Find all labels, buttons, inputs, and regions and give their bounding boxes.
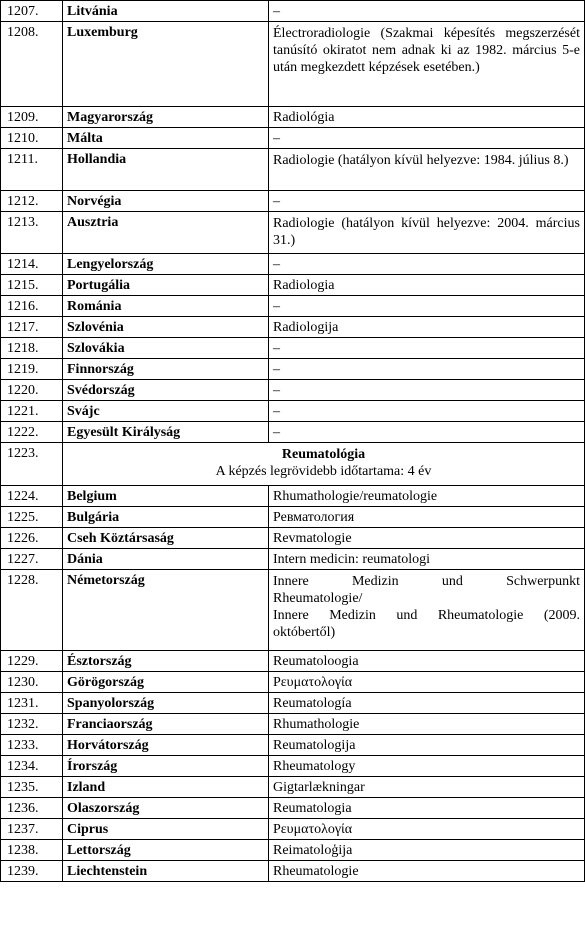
table-row — [1, 191, 585, 212]
specialty-title: – — [269, 254, 585, 275]
table-row — [1, 296, 585, 317]
row-number: 1229. — [1, 651, 63, 672]
row-number: 1239. — [1, 861, 63, 882]
row-number: 1213. — [1, 212, 63, 254]
row-number: 1217. — [1, 317, 63, 338]
specialty-title: Électroradiologie (Szakmai képesítés megszerzését tanúsító okiratot nem adnak ki az 1982. március 5-e után megkezdett képzések esetében.) — [269, 22, 585, 107]
row-number: 1228. — [1, 570, 63, 651]
row-number: 1216. — [1, 296, 63, 317]
country-name: Ausztria — [63, 212, 269, 254]
specialty-title: – — [269, 401, 585, 422]
table-row — [1, 359, 585, 380]
specialty-title: Revmatologie — [269, 528, 585, 549]
table-row — [1, 507, 585, 528]
section-header — [63, 443, 585, 486]
table-row — [1, 672, 585, 693]
row-number: 1236. — [1, 798, 63, 819]
table-row — [1, 528, 585, 549]
table-row — [1, 254, 585, 275]
row-number: 1218. — [1, 338, 63, 359]
row-number: 1225. — [1, 507, 63, 528]
country-name: Bulgária — [63, 507, 269, 528]
row-number: 1209. — [1, 107, 63, 128]
country-name: Ciprus — [63, 819, 269, 840]
row-number: 1237. — [1, 819, 63, 840]
row-number: 1221. — [1, 401, 63, 422]
specialty-title: Reumatologia — [269, 798, 585, 819]
table-row — [1, 798, 585, 819]
country-name: Írország — [63, 756, 269, 777]
section-subtitle: A képzés legrövidebb időtartama: 4 év — [215, 464, 432, 479]
country-name: Magyarország — [63, 107, 269, 128]
row-number: 1222. — [1, 422, 63, 443]
row-number: 1215. — [1, 275, 63, 296]
specialty-title: Ρευματολογία — [269, 672, 585, 693]
specialty-title: Radiológia — [269, 107, 585, 128]
row-number: 1223. — [1, 443, 63, 486]
specialty-title: Radiologie (hatályon kívül helyezve: 2004. március 31.) — [269, 212, 585, 254]
table-row — [1, 128, 585, 149]
specialty-title-line: Innere Medizin und Schwerpunkt — [273, 574, 580, 589]
table-row — [1, 756, 585, 777]
country-name: Norvégia — [63, 191, 269, 212]
table-row — [1, 549, 585, 570]
country-name: Belgium — [63, 486, 269, 507]
country-name: Spanyolország — [63, 693, 269, 714]
country-name: Svájc — [63, 401, 269, 422]
row-number: 1238. — [1, 840, 63, 861]
specialty-title: Rheumatology — [269, 756, 585, 777]
country-name: Horvátország — [63, 735, 269, 756]
row-number: 1212. — [1, 191, 63, 212]
row-number: 1224. — [1, 486, 63, 507]
country-name: Lengyelország — [63, 254, 269, 275]
table-row — [1, 819, 585, 840]
country-name: Románia — [63, 296, 269, 317]
table-row — [1, 861, 585, 882]
table-row — [1, 338, 585, 359]
country-name: Litvánia — [63, 1, 269, 22]
country-name: Liechtenstein — [63, 861, 269, 882]
country-name: Lettország — [63, 840, 269, 861]
country-name: Málta — [63, 128, 269, 149]
row-number: 1210. — [1, 128, 63, 149]
specialty-title: – — [269, 338, 585, 359]
country-name: Luxemburg — [63, 22, 269, 107]
table-row — [1, 840, 585, 861]
table-row — [1, 486, 585, 507]
row-number: 1226. — [1, 528, 63, 549]
country-name: Svédország — [63, 380, 269, 401]
row-number: 1235. — [1, 777, 63, 798]
row-number: 1219. — [1, 359, 63, 380]
country-name: Franciaország — [63, 714, 269, 735]
country-name: Egyesült Királyság — [63, 422, 269, 443]
table-row — [1, 651, 585, 672]
table-body — [1, 1, 585, 882]
specialty-title: Ρευματολογία — [269, 819, 585, 840]
row-number: 1207. — [1, 1, 63, 22]
country-name: Finnország — [63, 359, 269, 380]
table-row — [1, 149, 585, 191]
table-row — [1, 570, 585, 651]
table-row — [1, 1, 585, 22]
table-row — [1, 275, 585, 296]
country-name: Szlovákia — [63, 338, 269, 359]
row-number: 1211. — [1, 149, 63, 191]
row-number: 1233. — [1, 735, 63, 756]
row-number: 1231. — [1, 693, 63, 714]
country-name: Németország — [63, 570, 269, 651]
table-row — [1, 380, 585, 401]
specialty-title: Rheumatologie — [269, 861, 585, 882]
specialty-title: – — [269, 1, 585, 22]
specialty-title: – — [269, 422, 585, 443]
specialty-title: Radiologie (hatályon kívül helyezve: 1984. július 8.) — [269, 149, 585, 191]
section-title: Reumatológia — [281, 447, 366, 462]
country-name: Portugália — [63, 275, 269, 296]
country-name: Cseh Köztársaság — [63, 528, 269, 549]
specialty-title-line: Rheumatologie/ — [273, 591, 363, 606]
specialty-title: Rhumathologie/reumatologie — [269, 486, 585, 507]
specialty-title: Gigtarlækningar — [269, 777, 585, 798]
specialty-title: – — [269, 380, 585, 401]
table-row — [1, 714, 585, 735]
specialty-title: Reumatologija — [269, 735, 585, 756]
specialty-title-line: Innere Medizin und Rheumatologie (2009. — [273, 608, 580, 623]
specialty-title: – — [269, 191, 585, 212]
country-name: Görögország — [63, 672, 269, 693]
country-name: Hollandia — [63, 149, 269, 191]
row-number: 1230. — [1, 672, 63, 693]
specialty-title: – — [269, 359, 585, 380]
row-number: 1208. — [1, 22, 63, 107]
specialty-title-line: októbertől) — [273, 625, 336, 640]
table-row — [1, 693, 585, 714]
row-number: 1232. — [1, 714, 63, 735]
row-number: 1214. — [1, 254, 63, 275]
table-row — [1, 22, 585, 107]
specialty-title: – — [269, 296, 585, 317]
table-row — [1, 735, 585, 756]
row-number: 1220. — [1, 380, 63, 401]
table-row — [1, 212, 585, 254]
country-name: Olaszország — [63, 798, 269, 819]
table-row — [1, 777, 585, 798]
country-name: Dánia — [63, 549, 269, 570]
table-row — [1, 422, 585, 443]
section-header-row — [1, 443, 585, 486]
row-number: 1227. — [1, 549, 63, 570]
table-row — [1, 107, 585, 128]
specialty-title: Reimatoloģija — [269, 840, 585, 861]
specialty-title: Reumatoloogia — [269, 651, 585, 672]
specialty-title: Radiologia — [269, 275, 585, 296]
table-row — [1, 317, 585, 338]
country-name: Szlovénia — [63, 317, 269, 338]
country-name: Izland — [63, 777, 269, 798]
specialty-title: Radiologija — [269, 317, 585, 338]
specialty-title: – — [269, 128, 585, 149]
specialty-title — [269, 570, 585, 651]
table-row — [1, 401, 585, 422]
specialty-title: Rhumathologie — [269, 714, 585, 735]
row-number: 1234. — [1, 756, 63, 777]
specialty-title: Intern medicin: reumatologi — [269, 549, 585, 570]
specialty-title: Ревматология — [269, 507, 585, 528]
country-name: Észtország — [63, 651, 269, 672]
specialty-title: Reumatología — [269, 693, 585, 714]
